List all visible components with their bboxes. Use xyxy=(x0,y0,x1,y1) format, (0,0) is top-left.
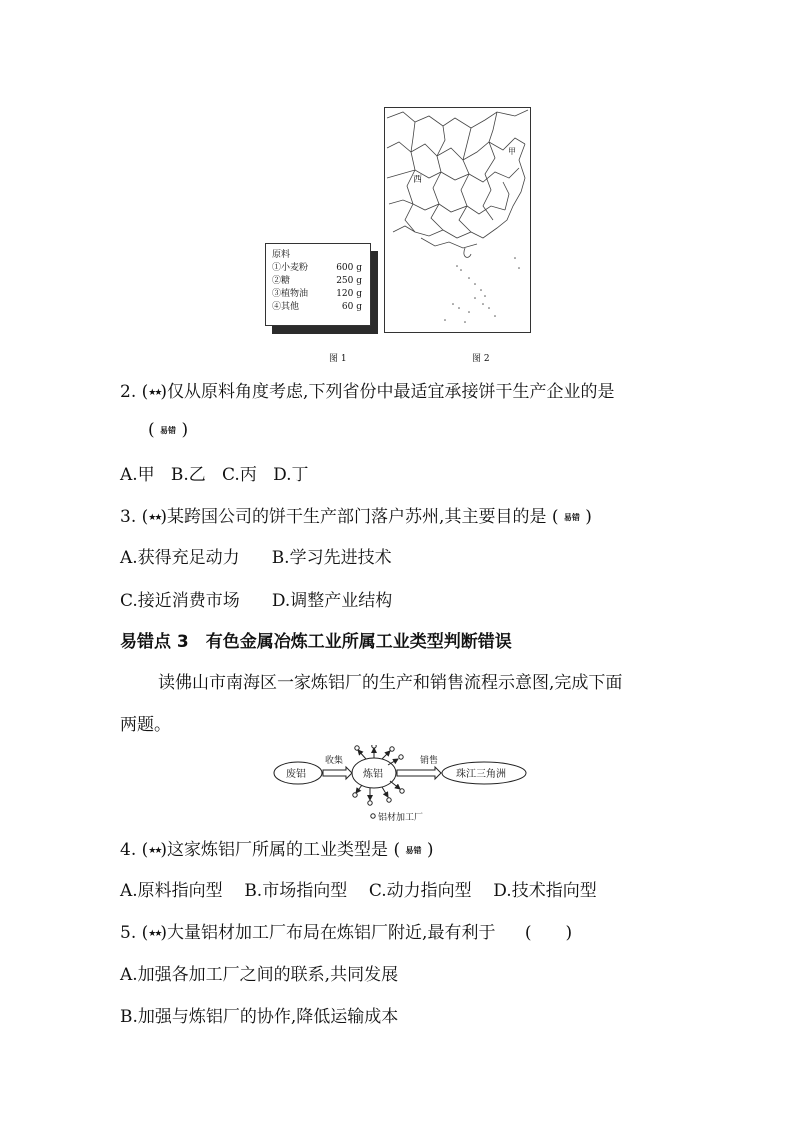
ingredients-title: 原料 xyxy=(272,250,291,260)
aluminum-flow-diagram xyxy=(270,745,530,825)
question-2-options xyxy=(120,460,309,485)
option-d[interactable]: D.技术指向型 xyxy=(493,881,597,901)
option-a[interactable]: A.获得充足动力 xyxy=(120,548,240,568)
ingredient-row: ①小麦粉 600 g xyxy=(272,263,362,273)
question-5: 5. (★★)大量铝材加工厂布局在炼铝厂附近,最有利于 ( ) xyxy=(120,923,573,943)
figure2-map xyxy=(384,107,531,333)
error-prone-tag: 易错 xyxy=(160,425,177,435)
question-5-option-b[interactable]: B.加强与炼铝厂的协作,降低运输成本 xyxy=(120,1007,399,1027)
figure1-caption: 图 1 xyxy=(329,354,347,364)
figure1-ingredients-box xyxy=(265,243,371,326)
ingredient-row: ④其他 60 g xyxy=(272,302,362,312)
question-2: 2. (★★)仅从原料角度考虑,下列省份中最适宜承接饼干生产企业的是 xyxy=(120,382,615,402)
question-2-answer-blank: ( 易错 ) xyxy=(148,420,189,440)
difficulty-stars-icon: ★★ xyxy=(148,928,161,939)
error-prone-tag: 易错 xyxy=(563,512,580,522)
section-heading: 易错点 3 有色金属冶炼工业所属工业类型判断错误 xyxy=(120,632,512,652)
difficulty-stars-icon: ★★ xyxy=(148,845,161,856)
flow-sell-label: 销售 xyxy=(420,756,439,766)
flow-market-label: 珠江三角洲 xyxy=(456,769,506,780)
intro-line-1: 读佛山市南海区一家炼铝厂的生产和销售流程示意图,完成下面 xyxy=(158,673,623,693)
option-b[interactable]: B.学习先进技术 xyxy=(271,548,392,568)
option-c[interactable]: C.丙 xyxy=(222,465,257,485)
flow-source-label: 废铝 xyxy=(286,769,306,780)
question-4: 4. (★★)这家炼铝厂所属的工业类型是 ( 易错 ) xyxy=(120,840,434,860)
flow-center-label: 炼铝 xyxy=(363,769,383,780)
map-label-xi: 西 xyxy=(413,175,423,185)
question-5-option-a[interactable]: A.加强各加工厂之间的联系,共同发展 xyxy=(120,965,399,985)
question-3-options-row2 xyxy=(120,586,392,611)
answer-blank: ( ) xyxy=(524,923,573,943)
flow-plant-label: 铝材加工厂 xyxy=(378,813,424,823)
option-c[interactable]: C.动力指向型 xyxy=(368,881,472,901)
option-d[interactable]: D.丁 xyxy=(273,465,309,485)
option-c[interactable]: C.接近消费市场 xyxy=(120,591,240,611)
sell-arrow xyxy=(397,767,441,779)
ingredient-row: ②糖 250 g xyxy=(272,276,362,286)
option-a[interactable]: A.甲 xyxy=(120,465,155,485)
option-d[interactable]: D.调整产业结构 xyxy=(271,591,393,611)
collect-arrow xyxy=(323,767,352,779)
question-3-options-row1 xyxy=(120,543,392,568)
map-label-jia: 甲 xyxy=(508,147,516,156)
question-4-options xyxy=(120,876,597,901)
intro-line-2: 两题。 xyxy=(120,715,171,735)
option-a[interactable]: A.原料指向型 xyxy=(120,881,223,901)
difficulty-stars-icon: ★★ xyxy=(148,512,161,523)
question-3: 3. (★★)某跨国公司的饼干生产部门落户苏州,其主要目的是 ( 易错 ) xyxy=(120,507,592,527)
china-province-map xyxy=(385,108,530,332)
figure2-caption: 图 2 xyxy=(472,354,490,364)
error-prone-tag: 易错 xyxy=(405,845,422,855)
option-b[interactable]: B.乙 xyxy=(170,465,206,485)
option-b[interactable]: B.市场指向型 xyxy=(244,881,348,901)
ingredient-row: ③植物油 120 g xyxy=(272,289,362,299)
difficulty-stars-icon: ★★ xyxy=(148,387,161,398)
flow-collect-label: 收集 xyxy=(325,756,344,766)
